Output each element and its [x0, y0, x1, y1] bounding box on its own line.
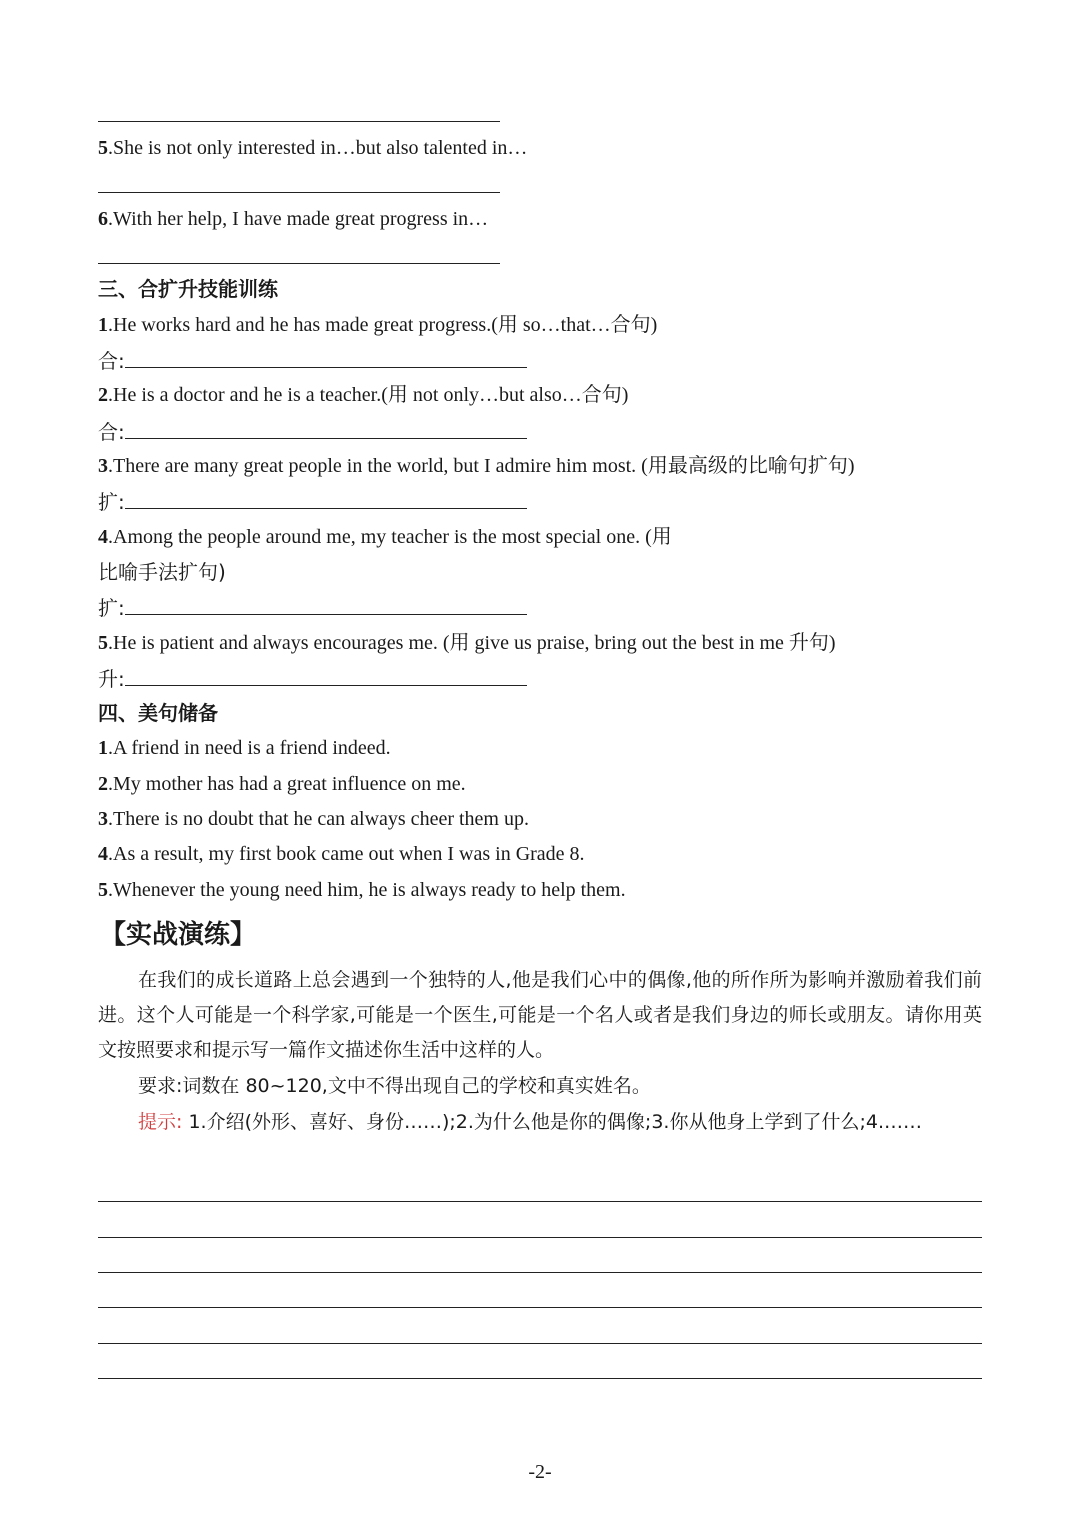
practice-requirement: 要求:词数在 80~120,文中不得出现自己的学校和真实姓名。 [138, 1075, 651, 1097]
writing-line[interactable] [98, 1237, 982, 1238]
practice-intro: 在我们的成长道路上总会遇到一个独特的人,他是我们心中的偶像,他的所作所为影响并激励着我们前进。这个人可能是一个科学家,可能是一个医生,可能是一个名人或者是我们身边的师长或朋友。请你用英文按照要求和提示写一篇作文描述你生活中这样的人。 [98, 969, 982, 1061]
exercise-item: 4.Among the people around me, my teacher is the most special one. (用 [98, 526, 672, 548]
exercise-item: 1.He works hard and he has made great progress.(用 so…that…合句) [98, 314, 658, 336]
answer-line[interactable] [98, 192, 500, 193]
section-heading: 三、合扩升技能训练 [98, 277, 278, 301]
exercise-item: 5.He is patient and always encourages me. (用 give us praise, bring out the best in me 升句) [98, 632, 836, 654]
sentence-item: 1.A friend in need is a friend indeed. [98, 737, 391, 759]
answer-blank[interactable] [125, 665, 527, 686]
answer-row: 升: [98, 665, 527, 693]
writing-line[interactable] [98, 1307, 982, 1308]
answer-line[interactable] [98, 121, 500, 122]
sentence-item: 4.As a result, my first book came out when I was in Grade 8. [98, 843, 585, 865]
sentence-item: 6.With her help, I have made great progress in… [98, 208, 489, 230]
practice-heading: 【实战演练】 [100, 920, 257, 950]
practice-hint: 提示: 1.介绍(外形、喜好、身份……);2.为什么他是你的偶像;3.你从他身上学到了什么;4.…… [138, 1111, 922, 1133]
sentence-item: 5.Whenever the young need him, he is always ready to help them. [98, 879, 626, 901]
hint-label: 提示: [138, 1111, 183, 1133]
answer-line[interactable] [98, 263, 500, 264]
writing-line[interactable] [98, 1201, 982, 1202]
writing-line[interactable] [98, 1378, 982, 1379]
answer-blank[interactable] [125, 418, 527, 439]
section-heading: 四、美句储备 [98, 701, 218, 725]
exercise-item: 3.There are many great people in the world, but I admire him most. (用最高级的比喻句扩句) [98, 455, 855, 477]
answer-row: 扩: [98, 594, 527, 622]
writing-line[interactable] [98, 1343, 982, 1344]
answer-row: 合: [98, 418, 527, 446]
exercise-item-continued: 比喻手法扩句) [98, 560, 226, 584]
writing-line[interactable] [98, 1272, 982, 1273]
exercise-item: 2.He is a doctor and he is a teacher.(用 not only…but also…合句) [98, 384, 629, 406]
answer-blank[interactable] [125, 488, 527, 509]
answer-blank[interactable] [125, 347, 527, 368]
sentence-item: 2.My mother has had a great influence on me. [98, 773, 466, 795]
sentence-item: 5.She is not only interested in…but also talented in… [98, 137, 528, 159]
answer-blank[interactable] [125, 594, 527, 615]
sentence-item: 3.There is no doubt that he can always cheer them up. [98, 808, 529, 830]
answer-row: 扩: [98, 488, 527, 516]
answer-row: 合: [98, 347, 527, 375]
page-number: -2- [528, 1461, 552, 1483]
